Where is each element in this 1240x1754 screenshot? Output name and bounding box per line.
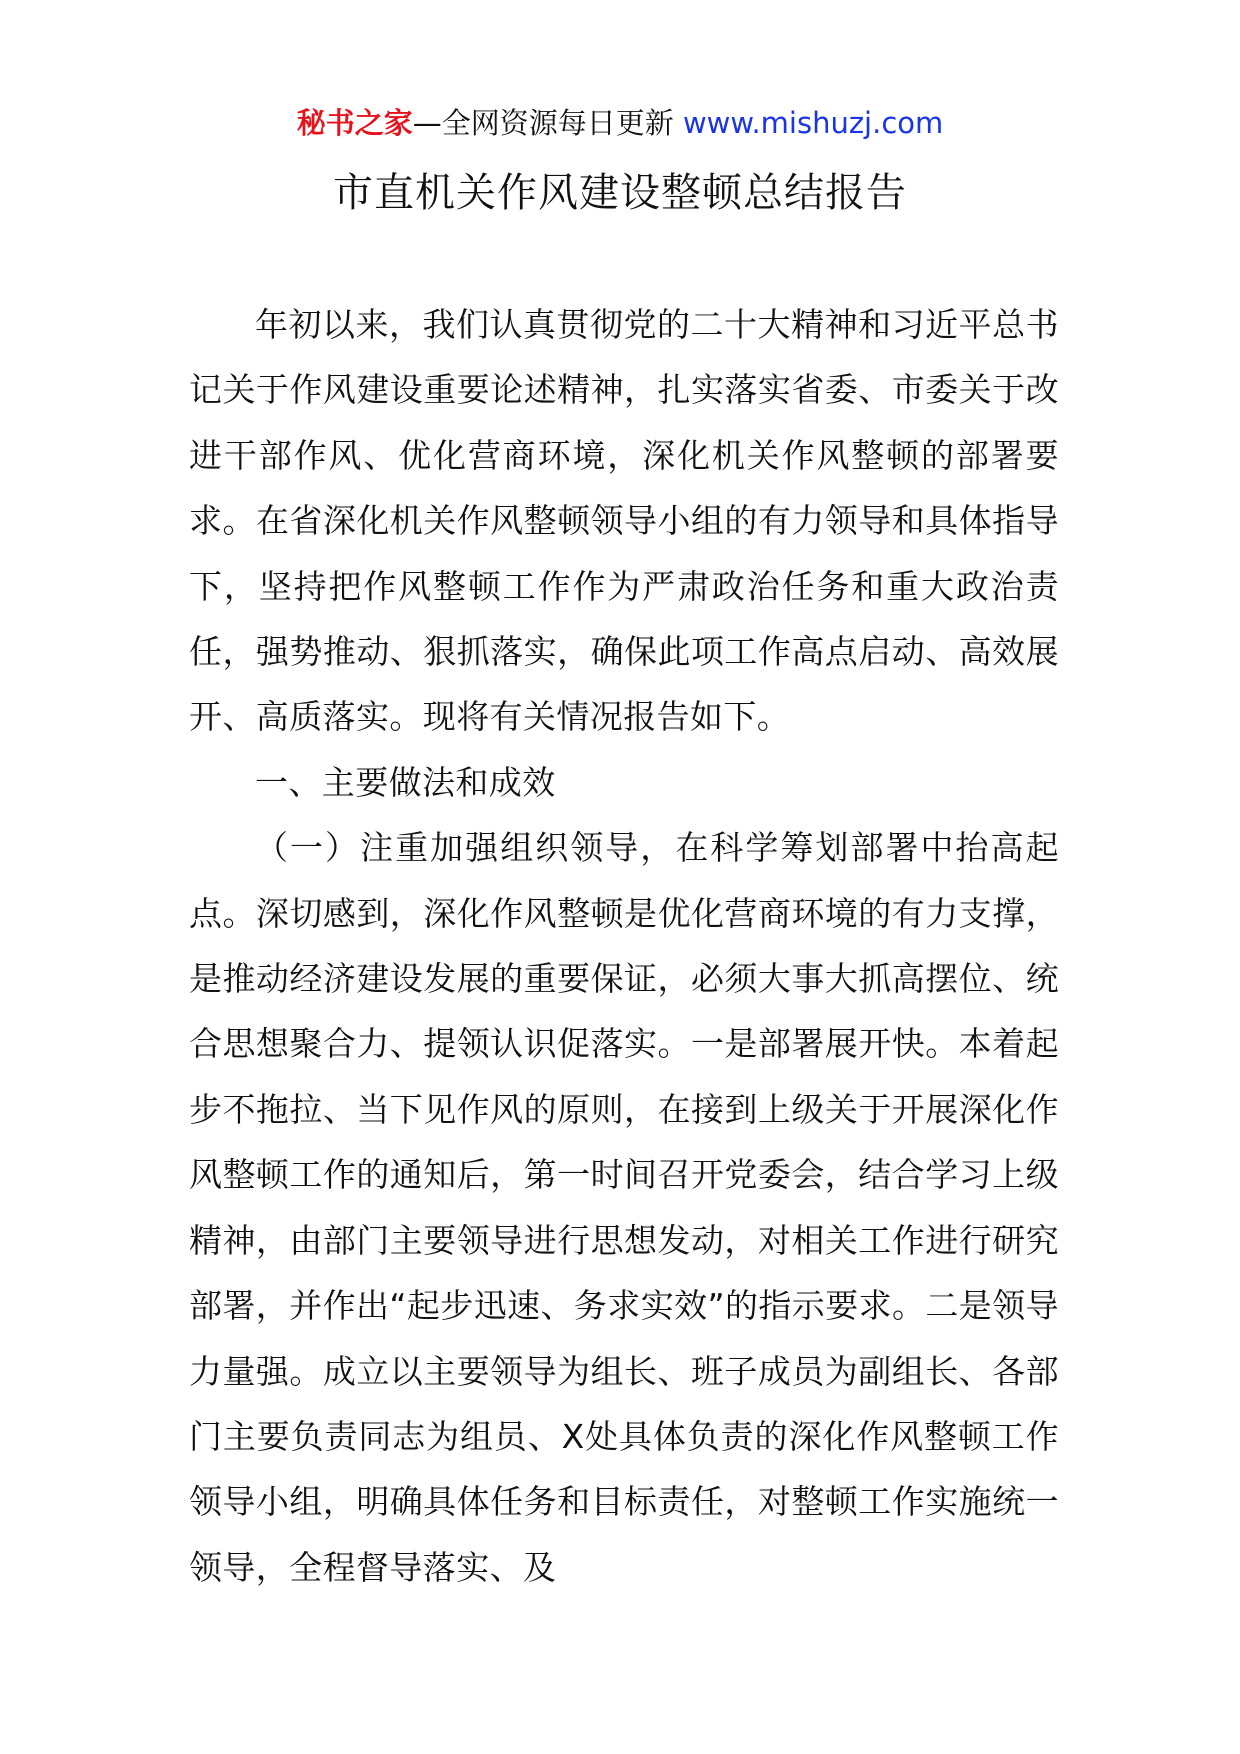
website-url: www.mishuzj.com <box>682 106 944 140</box>
document-body <box>189 292 1059 1600</box>
section-heading: 一、主要做法和成效 <box>255 762 556 802</box>
site-watermark-header <box>0 103 1240 143</box>
intro-paragraph: 年初以来，我们认真贯彻党的二十大精神和习近平总书记关于作风建设重要论述精神，扎实落实省委、市委关于改进干部作风、优化营商环境，深化机关作风整顿的部署要求。在省深化机关作风整顿领导小组的有力领导和具体指导下，坚持把作风整顿工作作为严肃政治任务和重大政治责任，强势推动、狠抓落实，确保此项工作高点启动、高效展开、高质落实。现将有关情况报告如下。 <box>189 305 1059 737</box>
header-tagline: —全网资源每日更新 <box>412 106 683 140</box>
brand-name: 秘书之家 <box>296 106 413 140</box>
document-title: 市直机关作风建设整顿总结报告 <box>333 170 907 216</box>
body-paragraph: （一）注重加强组织领导，在科学筹划部署中抬高起点。深切感到，深化作风整顿是优化营商环境的有力支撑，是推动经济建设发展的重要保证，必须大事大抓高摆位、统合思想聚合力、提领认识促落实。一是部署展开快。本着起步不拖拉、当下见作风的原则，在接到上级关于开展深化作风整顿工作的通知后，第一时间召开党委会，结合学习上级精神，由部门主要领导进行思想发动，对相关工作进行研究部署，并作出“起步迅速、务求实效”的指示要求。二是领导力量强。成立以主要领导为组长、班子成员为副组长、各部门主要负责同志为组员、X处具体负责的深化作风整顿工作领导小组，明确具体任务和目标责任，对整顿工作实施统一领导，全程督导落实、及 <box>189 828 1059 1587</box>
